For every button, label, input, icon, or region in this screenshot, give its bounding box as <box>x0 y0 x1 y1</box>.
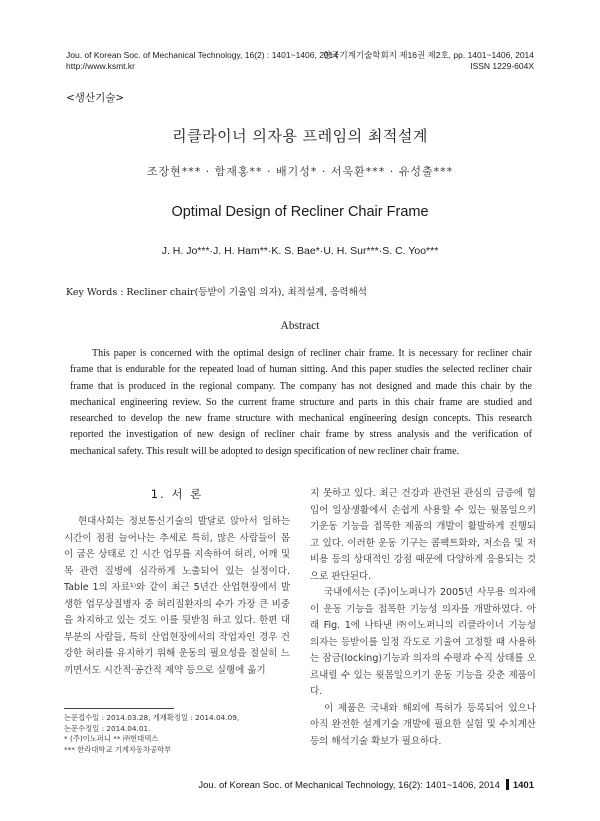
footer-bar <box>506 779 509 790</box>
journal-citation: Jou. of Korean Soc. of Mechanical Technology, 16(2) : 1401~1406, 2014 <box>66 50 339 60</box>
body-paragraph: 지 못하고 있다. 최근 건강과 관련된 관심의 급증에 힘입어 일상생활에서 손쉽게 사용할 수 있는 윗몸일으키기운동 기능을 접목한 제품의 개발이 활발하게 진행되고 있다. 이러한 운동 기구는 콤팩트화와, 저소음 및 저비용 등의 상대적인 강점 때문에 다양하게 응용되는 것으로 판단된다. <box>310 488 536 582</box>
keywords: Key Words : Recliner chair(등받이 기울임 의자), 최적설계, 응력해석 <box>66 287 367 298</box>
abstract-body: This paper is concerned with the optimal design of recliner chair frame. It is necessary for recliner chair frame that is endurable for the repeated load of human sitting. And this paper studies the selected recliner chair frame that is produced in the regional company. The company has not designed and made this chair by the mechanical engineering review. So the current frame structure and parts in this chair frame are studied and researched to develop the new frame structure with mechanical engineering design concepts. This research reported the investigation of new design of recliner chair frame by stress analysis and the verification of mechanical safety. This result will be adopted to design specification of new recliner chair frame. <box>70 348 532 457</box>
journal-header-right <box>323 50 534 72</box>
paper-title-korean: 리클라이너 의자용 프레임의 최적설계 <box>172 127 428 145</box>
author-list-korean: 조장현*** · 함재홍** · 배기성* · 서욱환*** · 유성출*** <box>146 165 454 178</box>
paper-title-english: Optimal Design of Recliner Chair Frame <box>171 204 429 220</box>
footer-citation: Jou. of Korean Soc. of Mechanical Technology, 16(2): 1401~1406, 2014 <box>198 780 500 791</box>
footnote-affiliation: *** 한라대학교 기계자동차공학부 <box>64 744 172 754</box>
footnote-revised: 논문수정일 : 2014.04.01. <box>64 723 151 733</box>
page-footer <box>198 779 534 791</box>
journal-url: http://www.ksmt.kr <box>66 61 135 71</box>
body-paragraph: 국내에서는 (주)이노퍼니가 2005년 사무용 의자에 이 운동 기능을 접목한 기능성 의자를 개발하였다. 아래 Fig. 1에 나타낸 ㈜이노퍼니의 리클라이너 기능성 의자는 등받이를 일정 각도로 기울여 고정할 때 사용하는 잠금(locking)기능과 의자의 수평과 수직 상태를 오르내릴 수 있는 윗몸일으키기 운동 기능을 갖춘 제품이다. <box>310 587 536 697</box>
journal-issn: ISSN 1229-604X <box>470 61 534 71</box>
body-paragraph: 현대사회는 정보통신기술의 발달로 앉아서 일하는 시간이 점점 늘어나는 추세로 특히, 많은 사람들이 몸이 굽은 상태로 긴 시간 업무를 지속하여 허리, 어깨 및 목 관련 질병에 심각하게 노출되어 있는 실정이다. Table 1의 자료¹⁾와 같이 최근 5년간 산업현장에서 발생한 업무상질병자 중 허리질환자의 수가 가장 큰 비중을 차지하고 있는 것도 이를 뒷받침 하고 있다. 한편 대부분의 사람들, 특히 산업현장에서의 작업자인 경우 건강한 허리를 유지하기 위해 운동의 필요성을 절실히 느끼면서도 시간적·공간적 제약 등으로 실행에 옮기 <box>64 516 290 676</box>
footnote-received: 논문접수일 : 2014.03.28, 게재확정일 : 2014.04.09, <box>64 713 240 722</box>
page-number: 1401 <box>512 780 534 791</box>
footnotes <box>64 713 239 755</box>
journal-citation-ko: 한국기계기술학회지 제16권 제2호, pp. 1401~1406, 2014 <box>323 50 534 60</box>
abstract-heading: Abstract <box>280 320 320 332</box>
article-category: <생산기술> <box>66 92 125 104</box>
author-list-english: J. H. Jo***·J. H. Ham**·K. S. Bae*·U. H. Sur***·S. C. Yoo*** <box>161 245 439 257</box>
body-column-left <box>64 514 290 679</box>
footnote-divider <box>64 708 174 709</box>
section-heading-introduction: 1. 서 론 <box>150 487 204 501</box>
body-column-right <box>310 486 536 750</box>
journal-header-left <box>66 50 338 72</box>
footnote-affiliation: * (주)이노퍼니 ** ㈜현대덱스 <box>64 734 159 743</box>
body-paragraph: 이 제품은 국내와 해외에 특허가 등록되어 있으나 아직 완전한 설계기술 개발에 필요한 실험 및 수치계산 등의 해석기술 확보가 필요하다. <box>310 702 536 747</box>
